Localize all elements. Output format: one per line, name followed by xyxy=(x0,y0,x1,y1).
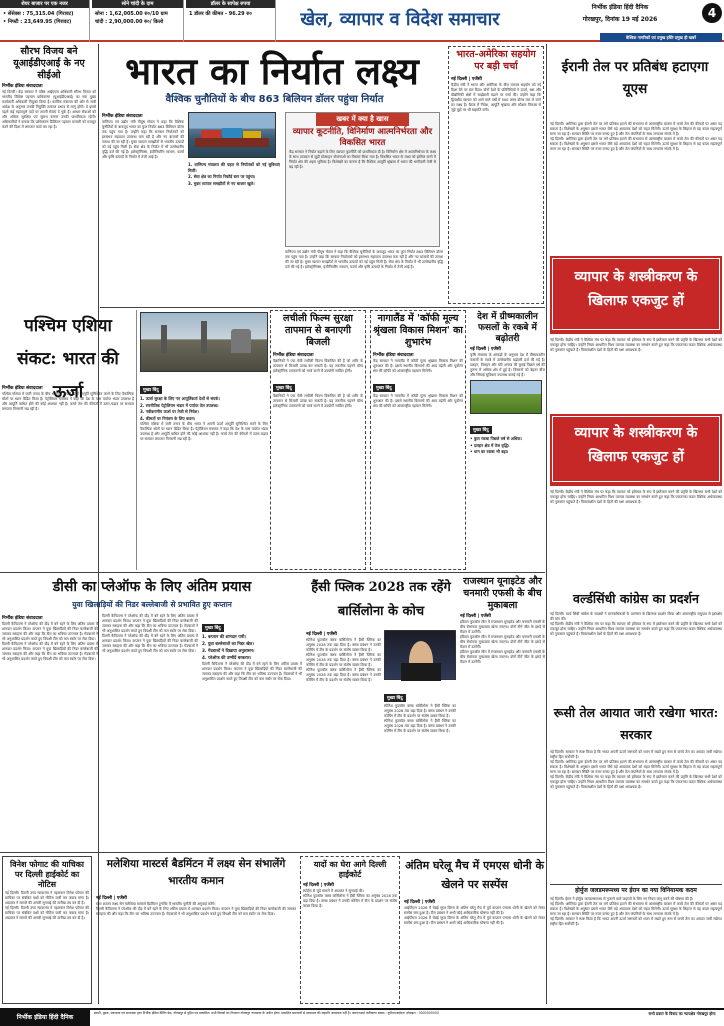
story-body-more: आईपीएल 2026 में चेन्नई सुपर किंग्स के अंतिम घरेलू मैच में पूर्व कप्तान एमएस धोनी के खेलने को लेकर सस्पेंस बना हुआ है। टीम प्रबंधन ने अभी कोई आधिकारिक घोषणा नहीं की है। xyxy=(404,916,545,925)
cargo-ship-photo xyxy=(188,112,276,158)
dhoni-body-box xyxy=(404,898,545,1004)
story-headline: भारत-अमेरिका सहयोग पर बड़ी चर्चा xyxy=(456,49,536,72)
key-point: • दलहन क्षेत्र में तेज वृद्धि। xyxy=(470,442,510,448)
key-point: 2. युवा बल्लेबाजों का निडर खेल। xyxy=(202,641,254,646)
story-body: नई दिल्ली। दिल्ली उच्च न्यायालय ने पहलवान विनेश फोगाट की याचिका पर संबंधित पक्षों को नोटिस जारी कर जवाब मांगा है। अदालत ने मामले की अगली सुनवाई की तारीख तय कर दी है। xyxy=(5,891,89,905)
jacket-shape xyxy=(401,663,441,681)
chimney-shape xyxy=(161,325,167,353)
story-byline: निर्भीक इंडिया संवाददाता xyxy=(273,353,314,358)
story-body: केंद्र सरकार ने नागालैंड में कॉफी मूल्य श्रृंखला विकास मिशन की शुरुआत की है। इससे स्थानीय किसानों की आय बढ़ेगी और पूर्वोत्तर क्षेत्र की कॉफी को अंतरराष्ट्रीय पहचान मिलेगी। xyxy=(373,359,463,373)
story-body-more-2: दिल्ली कैपिटल्स ने प्लेऑफ की दौड़ में बने रहने के लिए अंतिम प्रयास में शानदार प्रदर्शन किया। कप्तान ने युवा खिलाड़ियों की निडर बल्लेबाजी की जमकर सराहना की और कहा कि टीम का भविष्य उज्ज्वल है। गेंदबाजों ने भी अनुशासित प्रदर्शन करते हुए विपक्षी टीम को कम स्कोर पर रोक दिया। xyxy=(102,634,198,653)
chimney-shape xyxy=(201,321,207,353)
story-body-more: दिल्ली कैपिटल्स ने प्लेऑफ की दौड़ में बने रहने के लिए अंतिम प्रयास में शानदार प्रदर्शन किया। कप्तान ने युवा खिलाड़ियों की निडर बल्लेबाजी की जमकर सराहना की और कहा कि टीम का भविष्य उज्ज्वल है। गेंदबाजों ने भी अनुशासित प्रदर्शन करते हुए विपक्षी टीम को कम स्कोर पर रोक दिया। xyxy=(102,614,198,633)
key-point: 4. प्लेऑफ की उम्मीदें बरकरार। xyxy=(202,655,252,660)
arms-body: नई दिल्ली। केंद्रीय मंत्री ने वैश्विक मंच पर कहा कि व्यापार को हथियार के रूप में इस्तेमाल करने की प्रवृत्ति के खिलाफ सभी देशों को एकजुट होना चाहिए। उन्होंने नियम आधारित विश्व व्यापार व्यवस्था का समर्थन करते हुए कहा कि एकतरफा कदम वैश्विक अर्थव्यवस्था को नुकसान पहुंचाते हैं। विकासशील देशों के हितों की रक्षा आवश्यक है। xyxy=(550,490,722,504)
west-asia-points xyxy=(140,376,268,570)
sensex-box xyxy=(0,0,90,42)
arms-body-box xyxy=(550,338,722,412)
key-points-tag: मुख्य बिंदु xyxy=(470,426,492,434)
story-byline: निर्भीक इंडिया संवाददाता xyxy=(2,386,43,391)
page-number: 4 xyxy=(702,3,722,23)
story-byline: निर्भीक इंडिया संवाददाता xyxy=(2,616,43,621)
sindhi-body-box xyxy=(550,612,722,698)
iran-body: नई दिल्ली। अमेरिका द्वारा ईरानी तेल पर लगे प्रतिबंध हटाने की संभावना से अंतरराष्ट्रीय बाजार में कच्चे तेल की कीमतों पर असर पड़ सकता है। विशेषज्ञों के अनुसार इससे भारत जैसे बड़े आयातक देशों को राहत मिलेगी। ऊर्जा सुरक्षा के लिहाज से यह कदम महत्वपूर्ण माना जा रहा है। सरकार स्थिति पर नजर बनाए हुए है और तेल कंपनियों के साथ लगातार संपर्क में है। xyxy=(550,122,722,136)
iran-body-box xyxy=(550,122,722,252)
lead-subheadline: वैश्विक चुनौतियों के बीच 863 बिलियन डॉलर पहुंचा निर्यात xyxy=(165,94,384,105)
story-body-more: इंडियन फुटबॉल लीग में राजस्थान यूनाइटेड और चनमारी एफसी के बीच रोमांचक मुकाबला खेला जाएगा। दोनों टीमें जीत के इरादे से मैदान में उतरेंगी। xyxy=(460,635,545,649)
key-points-tag: मुख्य बिंदु xyxy=(202,624,224,632)
hormuz-body: नई दिल्ली। ईरान ने होर्मुज जलडमरूमध्य से गुजरने वाले जहाजों के लिए नए नियम लागू करने की घोषणा की है। xyxy=(550,897,694,901)
story-body-more: स्पेनिश फुटबॉल क्लब बार्सिलोना ने हैंसी फ्लिक का अनुबंध 2028 तक बढ़ा दिया है। क्लब प्रबंधन ने उनकी कोचिंग में टीम के प्रदर्शन पर संतोष व्यक्त किया है। xyxy=(303,894,397,908)
dhoni-headline: अंतिम घरेलू मैच में एमएस धोनी के खेलने पर सस्पेंस xyxy=(405,859,544,891)
summer-crops-story xyxy=(470,312,545,570)
lead-point: 1. वाणिज्य मंत्रालय की पहल से निर्यातकों को नई सुविधाएं मिलीं। xyxy=(188,162,280,173)
row-divider xyxy=(100,307,545,308)
sindhi-headline: वर्ल्डसिंधी कांग्रेस का प्रदर्शन xyxy=(573,591,699,606)
arms-banner-1 xyxy=(550,256,722,334)
key-point: • धान का रकबा भी बढ़ा। xyxy=(470,449,509,454)
banner-text: व्यापार के शस्त्रीकरण के खिलाफ एकजुट हों xyxy=(552,416,720,482)
edition-date: गोरखपुर, दिनांक 19 मई 2026 xyxy=(582,16,658,23)
iran-body-more: नई दिल्ली। अमेरिका द्वारा ईरानी तेल पर लगे प्रतिबंध हटाने की संभावना से अंतरराष्ट्रीय बाजार में कच्चे तेल की कीमतों पर असर पड़ सकता है। विशेषज्ञों के अनुसार इससे भारत जैसे बड़े आयातक देशों को राहत मिलेगी। ऊर्जा सुरक्षा के लिहाज से यह कदम महत्वपूर्ण माना जा रहा है। सरकार स्थिति पर नजर बनाए हुए है और तेल कंपनियों के साथ लगातार संपर्क में है। xyxy=(550,137,722,151)
lead-points xyxy=(188,162,280,304)
story-byline: नई दिल्ली | एजेंसी xyxy=(451,77,482,82)
lead-point: 2. सेवा क्षेत्र का निर्यात रिकॉर्ड स्तर पर पहुंचा। xyxy=(188,174,256,179)
column-divider xyxy=(136,310,137,570)
farm-field-photo xyxy=(470,380,542,414)
russia-body-more: नई दिल्ली। अमेरिका द्वारा ईरानी तेल पर लगे प्रतिबंध हटाने की संभावना से अंतरराष्ट्रीय बाजार में कच्चे तेल की कीमतों पर असर पड़ सकता है। विशेषज्ञों के अनुसार इससे भारत जैसे बड़े आयातक देशों को राहत मिलेगी। ऊर्जा सुरक्षा के लिहाज से यह कदम महत्वपूर्ण माना जा रहा है। सरकार स्थिति पर नजर बनाए हुए है और तेल कंपनियों के साथ लगातार संपर्क में है। xyxy=(550,760,722,774)
container-red xyxy=(201,130,221,138)
story-body: स्टार शटलर लक्ष्य सेन मलेशिया मास्टर्स बैडमिंटन टूर्नामेंट में भारतीय चुनौती की अगुवाई करेंगे। xyxy=(96,902,216,906)
story-byline: नई दिल्ली | एजेंसी xyxy=(96,896,127,901)
container-blue xyxy=(222,128,242,138)
khabar-box xyxy=(285,112,440,247)
sensex-heading: शेयर बाजार पर एक नजर xyxy=(0,0,89,8)
lead-byline: निर्भीक इंडिया संवाददाता xyxy=(102,114,143,119)
story-body-more-2: इंडियन फुटबॉल लीग में राजस्थान यूनाइटेड और चनमारी एफसी के बीच रोमांचक मुकाबला खेला जाएगा। दोनों टीमें जीत के इरादे से मैदान में उतरेंगी। xyxy=(460,650,545,664)
story-body-more: स्पेनिश फुटबॉल क्लब बार्सिलोना ने हैंसी फ्लिक का अनुबंध 2028 तक बढ़ा दिया है। क्लब प्रबंधन ने उनकी कोचिंग में टीम के प्रदर्शन पर संतोष व्यक्त किया है। xyxy=(384,704,456,718)
dc-body-col2 xyxy=(102,614,198,850)
key-point: 3. गेंदबाजों ने दिखाया अनुशासन। xyxy=(202,648,255,653)
story-body-more-2: स्पेनिश फुटबॉल क्लब बार्सिलोना ने हैंसी फ्लिक का अनुबंध 2028 तक बढ़ा दिया है। क्लब प्रबंधन ने उनकी कोचिंग में टीम के प्रदर्शन पर संतोष व्यक्त किया है। xyxy=(384,719,456,733)
story-byline: नई दिल्ली | एजेंसी xyxy=(470,347,501,352)
key-point: 3. नवीकरणीय ऊर्जा पर तेजी से निवेश। xyxy=(140,409,199,414)
lead-point: 3. मुक्त व्यापार समझौतों से नए बाजार खुले। xyxy=(188,180,255,186)
lead-body-col1 xyxy=(102,112,184,304)
story-body: कृषि मंत्रालय के आंकड़ों के अनुसार देश में ग्रीष्मकालीन फसलों के रकबे में उल्लेखनीय बढ़ोतरी दर्ज की गई है। दलहन, तिलहन और मोटे अनाज की बुवाई पिछले वर्ष की तुलना में अधिक क्षेत्र में हुई है। किसानों को बेहतर बीज और सिंचाई सुविधाएं उपलब्ध कराई गई हैं। xyxy=(470,353,545,377)
story-byline: नई दिल्ली | एजेंसी xyxy=(303,883,334,888)
footer-jurisdiction: सभी प्रकार के विवाद का न्यायक्षेत्र गोरखपुर होगा xyxy=(648,1011,716,1016)
container-yellow xyxy=(243,131,261,138)
story-body-more: दिल्ली कैपिटल्स ने प्लेऑफ की दौड़ में बने रहने के लिए अंतिम प्रयास में शानदार प्रदर्शन किया। कप्तान ने युवा खिलाड़ियों की निडर बल्लेबाजी की जमकर सराहना की और कहा कि टीम का भविष्य उज्ज्वल है। गेंदबाजों ने भी अनुशासित प्रदर्शन करते हुए विपक्षी टीम को कम स्कोर पर रोक दिया। xyxy=(2,642,98,661)
hormuz-body-more: नई दिल्ली। अमेरिका द्वारा ईरानी तेल पर लगे प्रतिबंध हटाने की संभावना से अंतरराष्ट्रीय बाजार में कच्चे तेल की कीमतों पर असर पड़ सकता है। विशेषज्ञों के अनुसार इससे भारत जैसे बड़े आयातक देशों को राहत मिलेगी। ऊर्जा सुरक्षा के लिहाज से यह कदम महत्वपूर्ण माना जा रहा है। सरकार स्थिति पर नजर बनाए हुए है और तेल कंपनियों के साथ लगातार संपर्क में है। xyxy=(550,902,722,916)
dc-headline: डीसी का प्लेऑफ के लिए अंतिम प्रयास xyxy=(52,579,252,595)
column-divider xyxy=(546,44,547,1004)
key-point: 2. रणनीतिक पेट्रोलियम भंडार में पर्याप्त तेल उपलब्ध। xyxy=(140,402,219,408)
story-byline: निर्भीक इंडिया संवाददाता xyxy=(2,84,43,89)
west-asia-headline: पश्चिम एशिया संकट: भारत की ऊर्जा xyxy=(17,316,119,402)
dollar-heading: डॉलर के सापेक्ष रुपया xyxy=(186,0,275,8)
story-headline: यादों का घेरा आगे दिल्ली हाईकोर्ट xyxy=(313,859,387,879)
flexible-film-story xyxy=(270,310,366,570)
lead-body-continued: वाणिज्य एवं उद्योग मंत्री पीयूष गोयल ने कहा कि वैश्विक चुनौतियों के बावजूद भारत का कुल निर्यात 863 बिलियन डॉलर तक पहुंच गया है। उन्होंने कहा कि सरकार निर्यातकों को हरसंभव सहायता उपलब्ध करा रही है और नए बाजारों की तलाश की जा रही है। मुक्त व्यापार समझौतों से भारतीय उत्पादों को नई पहुंच मिली है। सेवा क्षेत्र के निर्यात में भी उल्लेखनीय वृद्धि दर्ज की गई है। इलेक्ट्रॉनिक्स, इंजीनियरिंग सामान, फार्मा और कृषि उत्पादों के निर्यात में तेजी आई है। xyxy=(285,250,443,269)
russia-body: नई दिल्ली। सरकार ने स्पष्ट किया है कि भारत अपनी ऊर्जा जरूरतों को ध्यान में रखते हुए रूस से कच्चे तेल का आयात जारी रखेगा। राष्ट्रीय हित सर्वोपरि है। xyxy=(550,750,722,759)
lead-headline: भारत का निर्यात लक्ष्य xyxy=(125,49,419,93)
sindhi-body-more: नई दिल्ली। केंद्रीय मंत्री ने वैश्विक मंच पर कहा कि व्यापार को हथियार के रूप में इस्तेमाल करने की प्रवृत्ति के खिलाफ सभी देशों को एकजुट होना चाहिए। उन्होंने नियम आधारित विश्व व्यापार व्यवस्था का समर्थन करते हुए कहा कि एकतरफा कदम वैश्विक अर्थव्यवस्था को नुकसान पहुंचाते हैं। विकासशील देशों के हितों की रक्षा आवश्यक है। xyxy=(550,622,722,636)
russia-headline: रूसी तेल आयात जारी रखेगा भारत: सरकार xyxy=(553,705,719,742)
arms-body: नई दिल्ली। केंद्रीय मंत्री ने वैश्विक मंच पर कहा कि व्यापार को हथियार के रूप में इस्तेमाल करने की प्रवृत्ति के खिलाफ सभी देशों को एकजुट होना चाहिए। उन्होंने नियम आधारित विश्व व्यापार व्यवस्था का समर्थन करते हुए कहा कि एकतरफा कदम वैश्विक अर्थव्यवस्था को नुकसान पहुंचाते हैं। विकासशील देशों के हितों की रक्षा आवश्यक है। xyxy=(550,338,722,352)
story-body: स्पोर्ट्स से जुड़े मामले में अदालत ने सुनवाई की। xyxy=(303,889,364,893)
sindhi-body: नई दिल्ली। वर्ल्ड सिंधी कांग्रेस के सदस्यों ने मानवाधिकारों के उल्लंघन के खिलाफ प्रदर्शन किया और अंतरराष्ट्रीय समुदाय से हस्तक्षेप की मांग की। xyxy=(550,612,722,621)
silver-price: चांदी : 2,90,000.00 रु०/ किलो xyxy=(95,19,164,25)
story-byline: नई दिल्ली | एजेंसी xyxy=(460,614,491,619)
bullion-heading: सोने चांदी के दाम xyxy=(92,0,183,8)
story-headline: विनेश फोगाट की याचिका पर दिल्ली हाईकोर्ट का नोटिस xyxy=(10,859,84,889)
khabar-title: व्यापार कूटनीति, विनिर्माण आत्मनिर्भरता और विकसित भारत xyxy=(292,127,433,148)
khabar-body: केंद्र सरकार ने निर्यात बढ़ाने के लिए व्यापार कूटनीति को प्राथमिकता दी है। विनिर्माण क्षेत्र में आत्मनिर्भरता के लक्ष्य के साथ उत्पादन से जुड़ी प्रोत्साहन योजनाओं का विस्तार किया गया है। विकसित भारत के लक्ष्य को हासिल करने में निर्यात क्षेत्र की अहम भूमिका है। विशेषज्ञों का मानना है कि वैश्विक आपूर्ति श्रृंखला में भारत की भागीदारी तेजी से बढ़ रही है। xyxy=(289,150,436,169)
story-headline: राजस्थान यूनाइटेड और चनमारी एफसी के बीच मुकाबला xyxy=(463,576,542,611)
key-points-tag: मुख्य बिंदु xyxy=(384,694,406,702)
story-body-more-2: स्पेनिश फुटबॉल क्लब बार्सिलोना ने हैंसी फ्लिक का अनुबंध 2028 तक बढ़ा दिया है। क्लब प्रबंधन ने उनकी कोचिंग में टीम के प्रदर्शन पर संतोष व्यक्त किया है। xyxy=(306,668,381,682)
dc-body-col1 xyxy=(2,614,98,850)
khabar-tag: खबर में क्या है खास xyxy=(316,113,409,126)
story-body-more: नई दिल्ली। दिल्ली उच्च न्यायालय ने पहलवान विनेश फोगाट की याचिका पर संबंधित पक्षों को नोटिस जारी कर जवाब मांगा है। अदालत ने मामले की अगली सुनवाई की तारीख तय कर दी है। xyxy=(5,906,89,920)
story-body: आईपीएल 2026 में चेन्नई सुपर किंग्स के अंतिम घरेलू मैच में पूर्व कप्तान एमएस धोनी के खेलने को लेकर सस्पेंस बना हुआ है। टीम प्रबंधन ने अभी कोई आधिकारिक घोषणा नहीं की है। xyxy=(404,906,545,915)
flick-body-col2 xyxy=(384,684,456,850)
banner-text: व्यापार के शस्त्रीकरण के खिलाफ एकजुट हों xyxy=(552,258,720,330)
story-body-more: वैज्ञानिकों ने एक ऐसी लचीली फिल्म विकसित की है जो शरीर के तापमान से बिजली उत्पन्न कर सकती है। यह तकनीक पहनने योग्य इलेक्ट्रॉनिक उपकरणों को चार्ज करने में उपयोगी साबित होगी। xyxy=(273,394,363,408)
story-body: दिल्ली कैपिटल्स ने प्लेऑफ की दौड़ में बने रहने के लिए अंतिम प्रयास में शानदार प्रदर्शन किया। कप्तान ने युवा खिलाड़ियों की निडर बल्लेबाजी की जमकर सराहना की और कहा कि टीम का भविष्य उज्ज्वल है। गेंदबाजों ने भी अनुशासित प्रदर्शन करते हुए विपक्षी टीम को कम स्कोर पर रोक दिया। xyxy=(2,622,98,641)
paper-name: निर्भीक इंडिया हिंदी दैनिक xyxy=(591,4,649,11)
page-section-title: खेल, व्यापार व विदेश समाचार xyxy=(300,9,500,30)
rajasthan-story xyxy=(460,576,545,850)
dollar-rate: 1 डॉलर की कीमत - 96.29 रु० xyxy=(189,11,252,17)
india-us-story xyxy=(448,46,544,304)
iran-headline: ईरानी तेल पर प्रतिबंध हटाएगा यूएस xyxy=(561,59,709,97)
key-points-tag: मुख्य बिंदु xyxy=(373,384,395,392)
key-point: 4. कीमतों पर नियंत्रण के लिए कदम। xyxy=(140,415,196,421)
story-headline: लचीली फिल्म सुरक्षा तापमान से बनाएगी बिजली xyxy=(283,313,353,348)
russia-body-more-2: नई दिल्ली। केंद्रीय मंत्री ने वैश्विक मंच पर कहा कि व्यापार को हथियार के रूप में इस्तेमाल करने की प्रवृत्ति के खिलाफ सभी देशों को एकजुट होना चाहिए। उन्होंने नियम आधारित विश्व व्यापार व्यवस्था का समर्थन करते हुए कहा कि एकतरफा कदम वैश्विक अर्थव्यवस्था को नुकसान पहुंचाते हैं। विकासशील देशों के हितों की रक्षा आवश्यक है। xyxy=(550,775,722,789)
story-body-more: दिल्ली कैपिटल्स ने प्लेऑफ की दौड़ में बने रहने के लिए अंतिम प्रयास में शानदार प्रदर्शन किया। कप्तान ने युवा खिलाड़ियों की निडर बल्लेबाजी की जमकर सराहना की और कहा कि टीम का भविष्य उज्ज्वल है। गेंदबाजों ने भी अनुशासित प्रदर्शन करते हुए विपक्षी टीम को कम स्कोर पर रोक दिया। xyxy=(202,662,302,681)
story-body: पश्चिम एशिया में जारी तनाव के बीच भारत ने अपनी ऊर्जा आपूर्ति सुनिश्चित करने के लिए वैकल्पिक स्रोतों पर ध्यान केंद्रित किया है। पेट्रोलियम मंत्रालय ने कहा कि देश के पास पर्याप्त भंडार उपलब्ध है और आपूर्ति बाधित होने की कोई आशंका नहीं है। कच्चे तेल की कीमतों में उतार-चढ़ाव पर सरकार लगातार निगरानी रख रही है। xyxy=(2,392,134,411)
story-byline: नई दिल्ली | एजेंसी xyxy=(404,900,435,905)
sensex-value: • सेंसेक्स : 75,315.04 (गिरावट) xyxy=(3,11,74,17)
key-point: 1. ऊर्जा सुरक्षा के लिए नए आपूर्तिकर्ता देशों से संपर्क। xyxy=(140,396,220,401)
flick-body-col1 xyxy=(306,630,381,850)
flick-headline: हैंसी फ्लिक 2028 तक रहेंगे बार्सिलोना के कोच xyxy=(311,580,451,619)
key-points-tag: मुख्य बिंदु xyxy=(273,384,295,392)
story-headline: नागालैंड में 'कॉफी मूल्य श्रृंखला विकास मिशन' का शुभारंभ xyxy=(373,313,463,348)
badminton-headline: मलेशिया मास्टर्स बैडमिंटन में लक्ष्य सेन संभालेंगे भारतीय कमान xyxy=(106,858,286,887)
arms-banner-2 xyxy=(550,414,722,486)
tank-shape xyxy=(231,329,251,353)
story-byline: नई दिल्ली | एजेंसी xyxy=(306,632,337,637)
lead-body: वाणिज्य एवं उद्योग मंत्री पीयूष गोयल ने कहा कि वैश्विक चुनौतियों के बावजूद भारत का कुल निर्यात 863 बिलियन डॉलर तक पहुंच गया है। उन्होंने कहा कि सरकार निर्यातकों को हरसंभव सहायता उपलब्ध करा रही है और नए बाजारों की तलाश की जा रही है। मुक्त व्यापार समझौतों से भारतीय उत्पादों को नई पहुंच मिली है। सेवा क्षेत्र के निर्यात में भी उल्लेखनीय वृद्धि दर्ज की गई है। इलेक्ट्रॉनिक्स, इंजीनियरिंग सामान, फार्मा और कृषि उत्पादों के निर्यात में तेजी आई है। xyxy=(102,120,184,159)
story-uidai xyxy=(2,46,96,302)
gold-price: सोना : 1,62,005.00 रु०/10 ग्राम xyxy=(95,11,168,17)
story-body: केंद्रीय मंत्री ने भारत और अमेरिका के बीच व्यापार सहयोग को नई दिशा देने पर बल दिया। दोनों देशों के प्रतिनिधियों ने ऊर्जा, रक्षा और प्रौद्योगिकी क्षेत्रों में साझेदारी बढ़ाने पर चर्चा की। उन्होंने कहा कि द्विपक्षीय व्यापार को आने वाले वर्षों में 500 अरब डॉलर तक ले जाने का लक्ष्य है। बैठक में निवेश, आपूर्ति श्रृंखला और कौशल विकास से जुड़े मुद्दों पर भी सहमति बनी। xyxy=(451,83,541,112)
story-body-more: स्पेनिश फुटबॉल क्लब बार्सिलोना ने हैंसी फ्लिक का अनुबंध 2028 तक बढ़ा दिया है। क्लब प्रबंधन ने उनकी कोचिंग में टीम के प्रदर्शन पर संतोष व्यक्त किया है। xyxy=(306,653,381,667)
story-body-more: दिल्ली कैपिटल्स ने प्लेऑफ की दौड़ में बने रहने के लिए अंतिम प्रयास में शानदार प्रदर्शन किया। कप्तान ने युवा खिलाड़ियों की निडर बल्लेबाजी की जमकर सराहना की और कहा कि टीम का भविष्य उज्ज्वल है। गेंदबाजों ने भी अनुशासित प्रदर्शन करते हुए विपक्षी टीम को कम स्कोर पर रोक दिया। xyxy=(96,907,296,916)
arms-body-box-2 xyxy=(550,490,722,582)
row-divider xyxy=(0,572,545,573)
story-headline: सौरभ विजय बने यूआईडीएआई के नए सीईओ xyxy=(13,46,85,81)
story-body-more: पश्चिम एशिया में जारी तनाव के बीच भारत ने अपनी ऊर्जा आपूर्ति सुनिश्चित करने के लिए वैकल्पिक स्रोतों पर ध्यान केंद्रित किया है। पेट्रोलियम मंत्रालय ने कहा कि देश के पास पर्याप्त भंडार उपलब्ध है और आपूर्ति बाधित होने की कोई आशंका नहीं है। कच्चे तेल की कीमतों में उतार-चढ़ाव पर सरकार लगातार निगरानी रख रही है। xyxy=(140,422,268,441)
story-body: वैज्ञानिकों ने एक ऐसी लचीली फिल्म विकसित की है जो शरीर के तापमान से बिजली उत्पन्न कर सकती है। यह तकनीक पहनने योग्य इलेक्ट्रॉनिक उपकरणों को चार्ज करने में उपयोगी साबित होगी। xyxy=(273,359,363,373)
key-points-tag: मुख्य बिंदु xyxy=(140,386,162,394)
hormuz-headline: होर्मुज जलडमरूमध्य पर ईरान का नया विनियामक कदम xyxy=(550,884,722,896)
dc-points xyxy=(202,614,302,850)
dollar-box xyxy=(186,0,276,42)
row-divider xyxy=(0,852,545,853)
page-footer xyxy=(0,1008,724,1024)
key-point: 1. कप्तान की शानदार पारी। xyxy=(202,634,247,639)
story-headline: देश में ग्रीष्मकालीन फसलों के रकबे में बढ़ोतरी xyxy=(477,312,538,344)
bullion-box xyxy=(92,0,184,42)
court-story xyxy=(300,856,400,1004)
story-body: इंडियन फुटबॉल लीग में राजस्थान यूनाइटेड और चनमारी एफसी के बीच रोमांचक मुकाबला खेला जाएगा। दोनों टीमें जीत के इरादे से मैदान में उतरेंगी। xyxy=(460,620,545,634)
lead-continued xyxy=(285,250,443,304)
vinesh-story xyxy=(2,856,92,1004)
tagline-bar: वैश्विक नागरिकों एवं प्रमुख हस्ति प्रमुख ही खबरें xyxy=(600,33,722,42)
key-point: • कुल रकबा पिछले वर्ष से अधिक। xyxy=(470,436,522,441)
hormuz-body-box xyxy=(550,897,722,1005)
west-asia-body-box xyxy=(2,384,134,570)
story-body-more: केंद्र सरकार ने नागालैंड में कॉफी मूल्य श्रृंखला विकास मिशन की शुरुआत की है। इससे स्थानीय किसानों की आय बढ़ेगी और पूर्वोत्तर क्षेत्र की कॉफी को अंतरराष्ट्रीय पहचान मिलेगी। xyxy=(373,394,463,408)
refinery-photo xyxy=(140,312,268,372)
dc-subheadline: युवा खिलाड़ियों की निडर बल्लेबाजी से प्रभावित हुए कप्तान xyxy=(72,600,232,609)
russia-body-box xyxy=(550,750,722,880)
hormuz-body-more-2: नई दिल्ली। सरकार ने स्पष्ट किया है कि भारत अपनी ऊर्जा जरूरतों को ध्यान में रखते हुए रूस से कच्चे तेल का आयात जारी रखेगा। राष्ट्रीय हित सर्वोपरि है। xyxy=(550,917,722,926)
coach-photo xyxy=(384,630,456,680)
story-body: स्पेनिश फुटबॉल क्लब बार्सिलोना ने हैंसी फ्लिक का अनुबंध 2028 तक बढ़ा दिया है। क्लब प्रबंधन ने उनकी कोचिंग में टीम के प्रदर्शन पर संतोष व्यक्त किया है। xyxy=(306,638,381,652)
story-body: नई दिल्ली। केंद्र सरकार ने वरिष्ठ आईएएस अधिकारी सौरभ विजय को भारतीय विशिष्ट पहचान प्राधिकरण (यूआईडीएआई) का नया मुख्य कार्यकारी अधिकारी नियुक्त किया है। कार्मिक मंत्रालय की ओर से जारी आदेश के अनुसार उनकी नियुक्ति तत्काल प्रभाव से लागू होगी। वे इससे पहले कई महत्वपूर्ण पदों पर अपनी सेवाएं दे चुके हैं। आधार सेवाओं को और अधिक सुरक्षित एवं सुलभ बनाना उनकी प्राथमिकता रहेगी। अधिकारियों ने बताया कि प्राधिकरण डिजिटल पहचान प्रणाली को मजबूत करने की दिशा में लगातार कार्य कर रहा है। xyxy=(2,90,96,129)
badminton-body-box xyxy=(96,894,296,1004)
story-byline: निर्भीक इंडिया संवाददाता xyxy=(373,353,414,358)
footer-paper-name: निर्भीक इंडिया हिंदी दैनिक xyxy=(0,1010,90,1026)
footer-imprint: स्वामी, मुद्रक, प्रकाशक एवं सम्पादक द्वारा निर्भीक इंडिया प्रिंटिंग प्रेस, गोरखपुर से मुद्रित एवं प्रकाशित। सभी विवादों का निपटारा गोरखपुर न्यायालय के अधीन होगा। प्रकाशित समाचारों से सम्पादक की सहमति आवश्यक नहीं है। आरएनआई पंजीकरण संख्या : यूपीएचआईएन। मोबाइल : 0000000000 xyxy=(94,1011,439,1015)
nifty-value: • निफ्टी : 23,649.95 (गिरावट) xyxy=(3,19,72,25)
nagaland-story xyxy=(370,310,466,570)
ship-hull xyxy=(195,138,269,147)
